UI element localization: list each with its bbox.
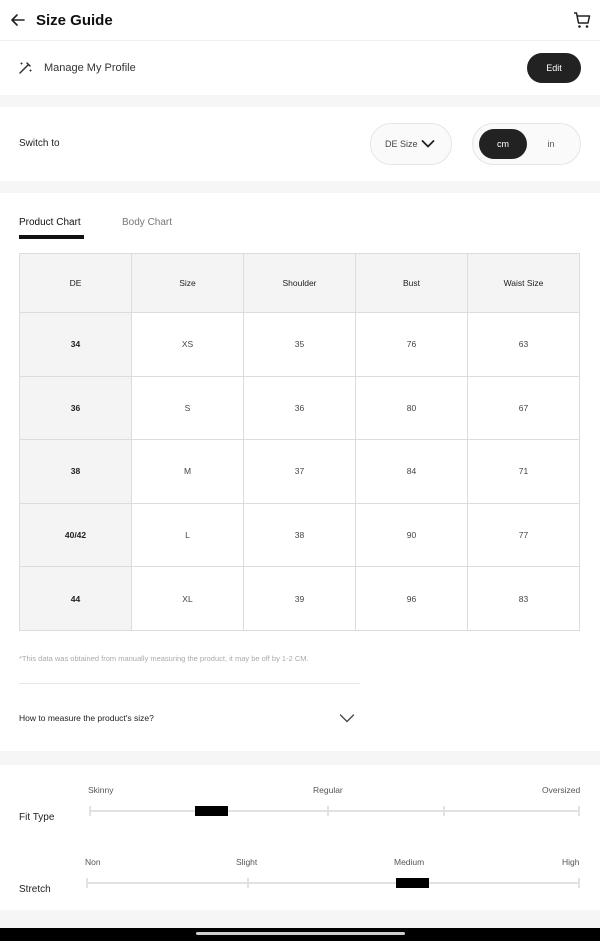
table-cell: 34	[20, 313, 132, 377]
tab-product-chart[interactable]: Product Chart	[19, 217, 81, 228]
divider	[19, 683, 360, 684]
fit-type-label: Fit Type	[19, 812, 55, 823]
table-cell: 38	[20, 440, 132, 504]
column-header: Size	[132, 254, 244, 313]
table-cell: M	[132, 440, 244, 504]
table-cell: 37	[244, 440, 356, 504]
table-row	[20, 567, 580, 631]
fit-scale-label: Oversized	[542, 785, 581, 795]
table-cell: XS	[132, 313, 244, 377]
column-header: Waist Size	[468, 254, 580, 313]
stretch-scale-label: Slight	[236, 857, 258, 867]
column-header: Bust	[356, 254, 468, 313]
edit-button[interactable]: Edit	[527, 53, 581, 83]
stretch-scale-label: High	[562, 857, 580, 867]
table-cell: 38	[244, 503, 356, 567]
active-tab-indicator	[19, 235, 84, 239]
table-cell: 36	[244, 376, 356, 440]
unit-in-option[interactable]: in	[547, 139, 555, 149]
stretch-scale-tick	[86, 878, 88, 888]
table-cell: 90	[356, 503, 468, 567]
table-cell: 83	[468, 567, 580, 631]
unit-switch-section	[0, 107, 600, 181]
manage-profile-row	[0, 40, 600, 95]
header	[0, 0, 600, 40]
fit-scale-label: Skinny	[88, 785, 114, 795]
stretch-scale-label: Medium	[394, 857, 425, 867]
table-cell: 39	[244, 567, 356, 631]
table-row	[20, 440, 580, 504]
fit-scale-tick	[327, 806, 329, 816]
fit-scale-tick	[578, 806, 580, 816]
chevron-down-icon[interactable]	[339, 712, 355, 724]
fit-scale-track	[89, 810, 580, 812]
size-system-value: DE Size	[385, 139, 418, 149]
stretch-scale-tick	[247, 878, 249, 888]
magic-wand-icon	[17, 60, 33, 76]
stretch-level-marker	[396, 878, 429, 888]
table-cell: 96	[356, 567, 468, 631]
column-header: Shoulder	[244, 254, 356, 313]
fit-stretch-section	[0, 765, 600, 910]
table-header-row	[20, 254, 580, 313]
page-title: Size Guide	[36, 12, 113, 29]
table-cell: S	[132, 376, 244, 440]
size-chart-section	[0, 193, 600, 751]
table-row	[20, 503, 580, 567]
home-indicator[interactable]	[196, 932, 405, 935]
unit-toggle	[472, 123, 581, 165]
manage-profile-label[interactable]: Manage My Profile	[44, 62, 136, 74]
table-cell: 77	[468, 503, 580, 567]
tab-body-chart[interactable]: Body Chart	[122, 217, 173, 228]
table-cell: XL	[132, 567, 244, 631]
cart-icon[interactable]	[572, 10, 592, 30]
table-row	[20, 313, 580, 377]
fit-scale-tick	[443, 806, 445, 816]
chevron-down-icon	[421, 139, 435, 149]
stretch-scale-tick	[578, 878, 580, 888]
back-arrow-icon[interactable]	[8, 10, 28, 30]
table-cell: 80	[356, 376, 468, 440]
size-system-select[interactable]	[370, 123, 452, 165]
table-cell: 35	[244, 313, 356, 377]
unit-cm-option[interactable]: cm	[479, 129, 527, 159]
table-cell: 71	[468, 440, 580, 504]
size-table	[19, 253, 580, 631]
fit-level-marker	[195, 806, 228, 816]
table-cell: 63	[468, 313, 580, 377]
table-cell: 40/42	[20, 503, 132, 567]
stretch-scale-label: Non	[85, 857, 101, 867]
measurement-note: *This data was obtained from manually measuring the product, it may be off by 1-2 CM.	[19, 654, 309, 663]
table-row	[20, 376, 580, 440]
table-cell: L	[132, 503, 244, 567]
fit-scale-tick	[89, 806, 91, 816]
table-cell: 44	[20, 567, 132, 631]
table-cell: 36	[20, 376, 132, 440]
stretch-label: Stretch	[19, 884, 51, 895]
stretch-scale-track	[86, 882, 580, 884]
table-cell: 67	[468, 376, 580, 440]
column-header: DE	[20, 254, 132, 313]
table-cell: 76	[356, 313, 468, 377]
how-to-measure-toggle[interactable]: How to measure the product's size?	[19, 713, 154, 723]
switch-to-label: Switch to	[19, 138, 60, 149]
table-cell: 84	[356, 440, 468, 504]
fit-scale-label: Regular	[313, 785, 343, 795]
